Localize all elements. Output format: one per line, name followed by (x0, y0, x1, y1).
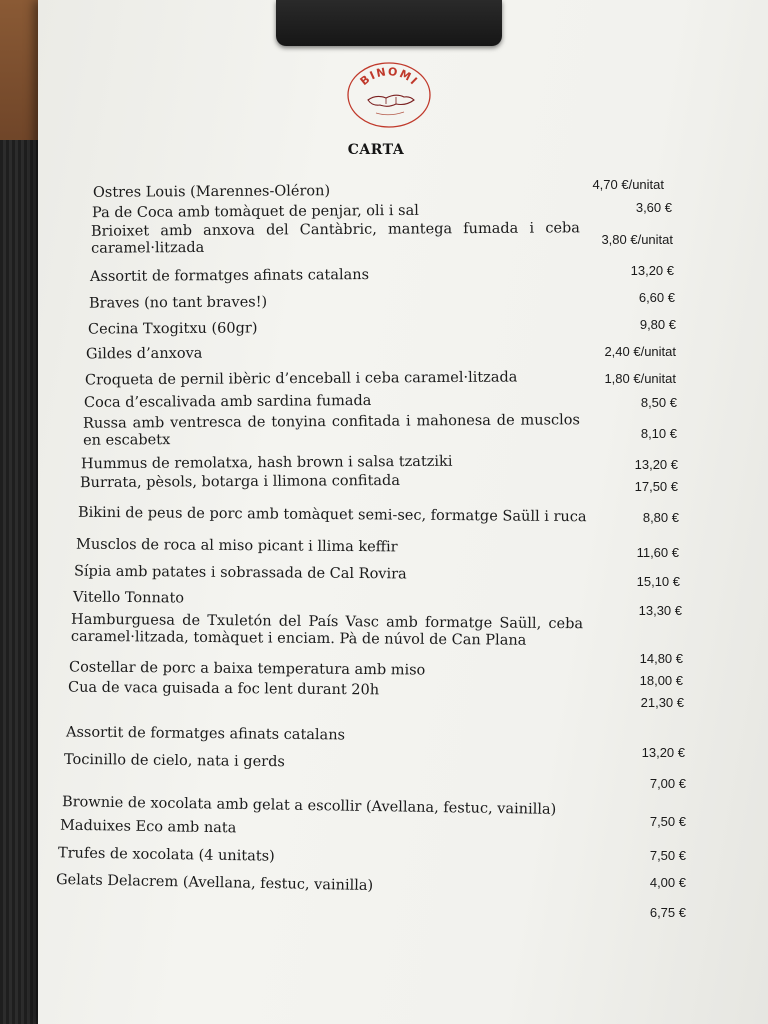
price: 18,00 € (639, 673, 683, 688)
dish-brioixet: Brioixet amb anxova del Cantàbric, mantega fumada i ceba caramel·litzada (90, 220, 580, 257)
dish-coca-escalivada: Coca d’escalivada amb sardina fumada (83, 392, 372, 412)
dish-pa-de-coca: Pa de Coca amb tomàquet de penjar, oli i sal (91, 202, 419, 222)
price: 4,70 €/unitat (592, 177, 664, 192)
logo-text: BINOMI (357, 65, 421, 89)
dish-ostres: Ostres Louis (Marennes-Oléron) (92, 183, 331, 201)
dish-hummus: Hummus de remolatxa, hash brown i salsa tzatziki (80, 453, 453, 473)
dish-sipia: Sípia amb patates i sobrassada de Cal Rovira (73, 563, 407, 583)
price: 3,80 €/unitat (601, 232, 673, 247)
menu-title: CARTA (347, 142, 405, 158)
price: 14,80 € (639, 651, 683, 666)
dessert-trufes: Trufes de xocolata (4 unitats) (57, 845, 275, 865)
price: 21,30 € (640, 695, 684, 710)
price: 8,80 € (642, 510, 679, 525)
dish-bikini: Bikini de peus de porc amb tomàquet semi-sec, formatge Saüll i ruca (77, 504, 587, 526)
price: 7,50 € (649, 814, 686, 829)
price: 13,20 € (634, 457, 678, 472)
dish-vitello: Vitello Tonnato (72, 589, 185, 607)
price: 7,50 € (649, 848, 686, 863)
price: 1,80 €/unitat (604, 371, 676, 386)
dish-braves: Braves (no tant braves!) (88, 294, 268, 312)
dessert-gelats: Gelats Delacrem (Avellana, festuc, vainilla) (55, 871, 374, 895)
price: 13,30 € (638, 603, 682, 618)
dish-russa: Russa amb ventresca de tonyina confitada i mahonesa de musclos en escabetx (82, 412, 580, 449)
dessert-assortit-formatges: Assortit de formatges afinats catalans (65, 724, 346, 744)
price: 9,80 € (639, 317, 676, 332)
price: 8,10 € (640, 426, 677, 441)
price: 11,60 € (636, 545, 679, 560)
price: 3,60 € (635, 200, 672, 215)
dish-cua-de-vaca: Cua de vaca guisada a foc lent durant 20h (67, 679, 380, 699)
dish-assortit-formatges: Assortit de formatges afinats catalans (89, 267, 370, 285)
price: 2,40 €/unitat (604, 344, 676, 359)
price: 6,75 € (649, 905, 686, 920)
price: 7,00 € (649, 776, 686, 791)
price: 8,50 € (640, 395, 677, 410)
dish-musclos: Musclos de roca al miso picant i llima keffir (75, 536, 398, 556)
dish-gildes: Gildes d’anxova (85, 345, 203, 363)
binomi-logo (346, 60, 432, 130)
price: 17,50 € (634, 479, 678, 494)
price: 13,20 € (641, 745, 685, 760)
dish-burrata: Burrata, pèsols, botarga i llimona confitada (79, 472, 401, 492)
dish-croqueta: Croqueta de pernil ibèric d’enceball i ceba caramel·litzada (84, 369, 518, 389)
clipboard-clip (276, 0, 502, 46)
price: 4,00 € (649, 875, 686, 890)
price: 15,10 € (636, 574, 680, 589)
dessert-maduixes: Maduixes Eco amb nata (59, 817, 237, 837)
dish-costellar: Costellar de porc a baixa temperatura amb miso (68, 659, 426, 679)
dessert-tocinillo: Tocinillo de cielo, nata i gerds (63, 751, 285, 771)
dish-hamburguesa: Hamburguesa de Txuletón del País Vasc amb formatge Saüll, ceba caramel·litzada, tomàquet i enciam. Pà de núvol de Can Plana (70, 611, 584, 649)
price: 6,60 € (638, 290, 675, 305)
price: 13,20 € (630, 263, 674, 278)
dessert-brownie: Brownie de xocolata amb gelat a escollir (Avellana, festuc, vainilla) (61, 794, 557, 818)
dish-cecina: Cecina Txogitxu (60gr) (87, 320, 258, 338)
